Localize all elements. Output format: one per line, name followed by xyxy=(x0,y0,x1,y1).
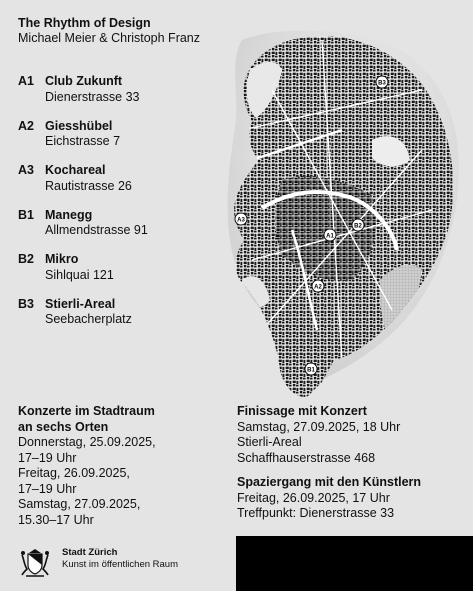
map-marker-label: A3 xyxy=(237,217,245,224)
map-marker-label: A1 xyxy=(326,233,334,240)
concerts-line: Donnerstag, 25.09.2025, xyxy=(18,435,156,449)
walk-heading: Spaziergang mit den Künstlern xyxy=(237,475,422,489)
location-name: Mikro xyxy=(45,252,79,266)
location-address: Allmendstrasse 91 xyxy=(45,223,148,237)
artists-line: Michael Meier & Christoph Franz xyxy=(18,31,201,45)
map-marker-label: B2 xyxy=(354,223,362,230)
location-name: Kochareal xyxy=(45,163,106,177)
finissage-heading: Finissage mit Konzert xyxy=(237,404,367,418)
location-code: B3 xyxy=(18,296,34,311)
poster-title: The Rhythm of Design xyxy=(18,16,151,30)
footer-black-panel xyxy=(236,536,473,591)
concerts-line: 15.30–17 Uhr xyxy=(18,512,94,527)
footer-dept: Kunst im öffentlichen Raum xyxy=(62,559,178,570)
concerts-heading-line1: Konzerte im Stadtraum xyxy=(18,404,155,418)
concerts-line: 17–19 Uhr xyxy=(18,450,77,465)
finissage-line: Samstag, 27.09.2025, 18 Uhr xyxy=(237,419,401,434)
location-name: Stierli-Areal xyxy=(45,296,116,311)
concerts-heading-line2: an sechs Orten xyxy=(18,419,109,434)
concerts-line: Freitag, 26.09.2025, xyxy=(18,466,130,480)
location-address: Sihlquai 121 xyxy=(45,267,114,282)
map-marker xyxy=(324,229,336,241)
location-name: Giesshübel xyxy=(45,118,113,133)
finissage-line: Schaffhauserstrasse 468 xyxy=(237,450,376,465)
walk-line: Treffpunkt: Dienerstrasse 33 xyxy=(237,506,395,520)
location-code: A3 xyxy=(18,163,34,177)
map-marker-label: B3 xyxy=(378,80,386,87)
map-marker-label: A2 xyxy=(314,284,322,291)
location-code: B2 xyxy=(18,252,34,266)
city-map xyxy=(222,30,460,402)
walk-block xyxy=(237,475,421,522)
map-marker xyxy=(352,219,364,231)
walk-line: Freitag, 26.09.2025, 17 Uhr xyxy=(237,490,390,505)
poster-header xyxy=(18,16,200,46)
location-address: Eichstrasse 7 xyxy=(45,134,121,148)
concerts-info xyxy=(18,404,156,528)
map-marker-label: B1 xyxy=(307,367,315,374)
finissage-block xyxy=(237,404,421,466)
footer-org: Stadt Zürich xyxy=(62,547,118,558)
events-info xyxy=(237,404,421,522)
map-marker xyxy=(235,213,247,225)
location-name: Manegg xyxy=(45,207,93,222)
location-code: A1 xyxy=(18,74,34,88)
map-marker xyxy=(305,363,317,375)
location-address: Seebacherplatz xyxy=(45,312,132,326)
location-code: B1 xyxy=(18,207,34,222)
concerts-line: Samstag, 27.09.2025, xyxy=(18,497,141,511)
map-marker xyxy=(376,76,388,88)
zurich-coat-of-arms-icon xyxy=(18,545,52,579)
location-code: A2 xyxy=(18,118,34,133)
footer-credit xyxy=(62,547,178,571)
finissage-line: Stierli-Areal xyxy=(237,435,302,449)
location-address: Rautistrasse 26 xyxy=(45,178,132,193)
concerts-line: 17–19 Uhr xyxy=(18,481,77,496)
location-name: Club Zukunft xyxy=(45,74,123,88)
map-marker xyxy=(312,280,324,292)
location-address: Dienerstrasse 33 xyxy=(45,89,140,104)
